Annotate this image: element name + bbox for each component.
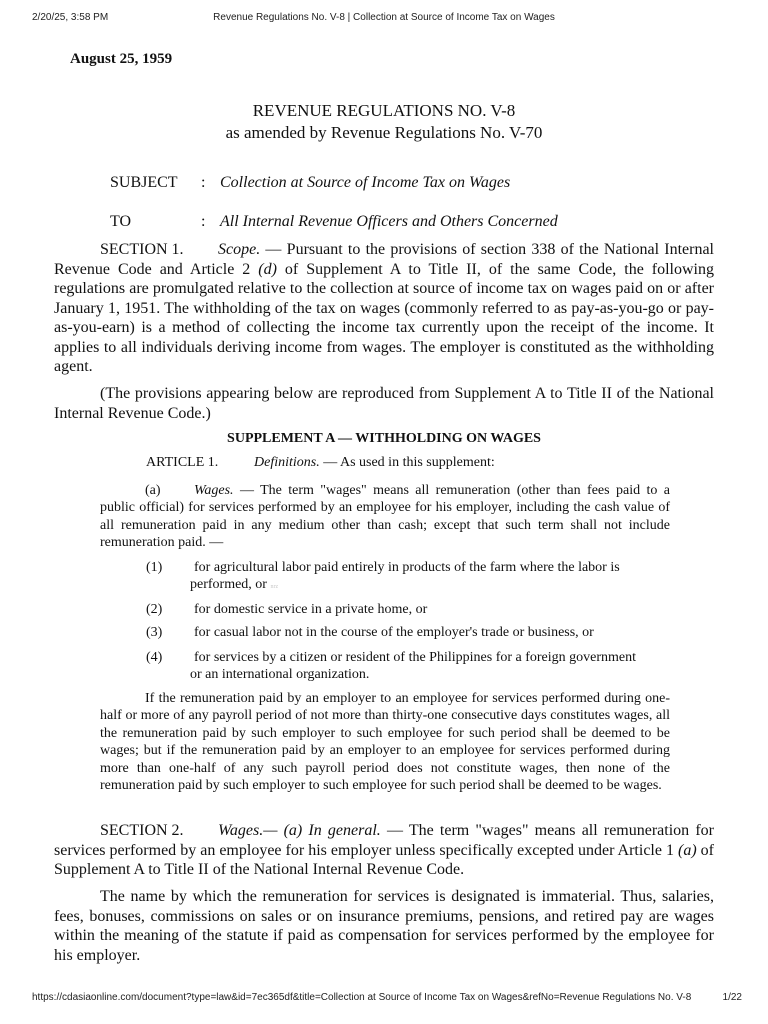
section-2-heading: Wages.— (a) In general. [218,822,381,839]
list-item-number: (1) [146,560,163,575]
subject-label: SUBJECT [110,174,178,191]
article-1-label: ARTICLE 1. [146,455,219,470]
list-item-number: (4) [146,650,163,665]
list-item-text: for agricultural labor paid entirely in products of the farm where the labor is [194,560,620,575]
list-item [146,601,686,618]
list-item-text-continued: or an international organization. [190,667,370,682]
wages-definition-paragraph [100,482,670,552]
name-designation-paragraph: The name by which the remuneration for services is designated is immaterial. Thus, salaries, fees, bonuses, commissions on sales or on insurance premiums, pensions, and retired pay are wages within the meaning of the statute if paid as compensation for services performed by the employee for his employer. [54,888,714,964]
list-item-text-continued [190,576,690,596]
list-item-text: for casual labor not in the course of the employer's trade or business, or [194,625,594,640]
print-footer [0,992,768,1006]
wages-definition-text: — The term "wages" means all remuneration (other than fees paid to a public official) for services performed by an employee for his employer, including the cash value of all remuneration paid in any medium other than cash; except that such term shall not include remuneration paid. — [100,483,670,551]
section-2-ref: (a) [678,841,697,859]
supplement-heading: SUPPLEMENT A — WITHHOLDING ON WAGES [227,431,541,446]
section-1-text-b: of Supplement A to Title II, of the same Code, the following regulations are promulgated relative to the collection at source of income tax on wages paid on or after January 1, 1951. The withholding of the tax on wages (commonly referred to as pay-as-you-go or pay-as-you-earn) is a method of collecting the income tax currently upon the receipt of the income. It applies to all individuals deriving income from wages. The employer is constituted as the withholding agent. [54,260,715,375]
document-subtitle: as amended by Revenue Regulations No. V-70 [225,123,543,142]
list-item [146,559,686,593]
section-2-text-a: — The term "wages" means all remuneration for services performed by an employee for his employer unless specifically excepted under Article 1 [54,822,714,859]
remuneration-paragraph: If the remuneration paid by an employer to an employee for services performed during one-half or more of any payroll period of not more than thirty-one consecutive days constitutes wages, all the remuneration paid by such employer to such employee for such period shall be deemed to be wages; but if the remuneration paid by an employer to an employee for services performed during more than one-half of any such payroll period does not constitute wages, then none of the remuneration paid by such employer to such employee for such period shall be deemed to be wages. [100,691,670,794]
document-date: August 25, 1959 [70,51,173,67]
list-item-number: (3) [146,625,163,640]
list-item [146,624,686,641]
to-value: All Internal Revenue Officers and Others Concerned [220,213,558,230]
subject-value: Collection at Source of Income Tax on Wages [220,174,511,191]
list-item-number: (2) [146,602,163,617]
section-2-text-b: of Supplement A to Title II of the National Internal Revenue Code. [54,841,714,878]
to-colon: : [201,213,206,230]
section-1-paragraph [54,240,714,377]
print-page-title: Revenue Regulations No. V-8 | Collection at Source of Income Tax on Wages [213,12,555,23]
item-a-label: (a) [145,483,161,498]
article-1-text: — As used in this supplement: [319,455,495,470]
watermark-mark: nrz [270,584,279,590]
list-item-text: for services by a citizen or resident of the Philippines for a foreign government [194,650,637,665]
list-item-text: for domestic service in a private home, or [194,602,428,617]
section-1-label: SECTION 1. [100,241,184,258]
print-url: https://cdasiaonline.com/document?type=law&id=7ec365df&title=Collection at Source of Income Tax on Wages&refNo=Revenue Regulations No. V-8 [32,992,692,1003]
article-1-heading: Definitions. [254,455,320,470]
document-title: REVENUE REGULATIONS NO. V-8 [252,101,516,120]
print-header [0,12,768,26]
subject-colon: : [201,174,206,191]
to-label: TO [110,213,132,230]
list-item-text-continued-words: performed, or [190,577,267,592]
section-1-heading: Scope. [218,241,261,258]
print-timestamp: 2/20/25, 3:58 PM [32,12,109,23]
provisions-note: (The provisions appearing below are reproduced from Supplement A to Title II of the National Internal Revenue Code.) [54,385,714,422]
section-2-label: SECTION 2. [100,822,184,839]
wages-heading: Wages. [194,483,234,498]
section-1-text-a: — Pursuant to the provisions of section 338 of the National Internal Revenue Code and Article 2 [54,241,714,278]
article-1-line [146,455,495,471]
list-item [146,649,686,683]
section-1-ref: (d) [258,260,277,278]
print-page-counter: 1/22 [722,992,742,1003]
section-2-paragraph [54,821,714,880]
